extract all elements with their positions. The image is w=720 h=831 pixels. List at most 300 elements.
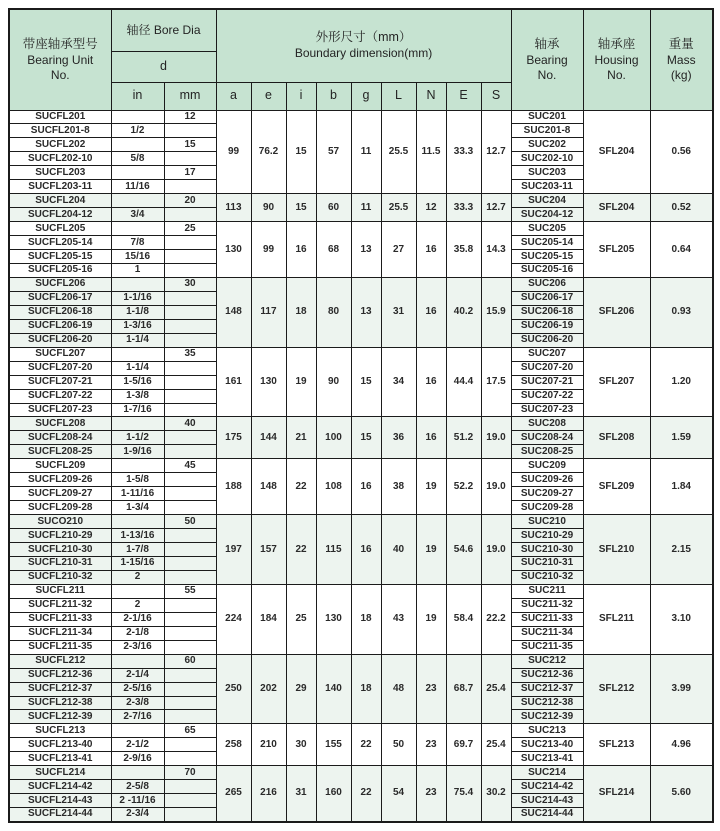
dim-i-cell: 29 xyxy=(286,654,316,724)
dim-E-cell: 35.8 xyxy=(446,222,481,278)
housing-no-cell: SFL214 xyxy=(583,766,650,822)
dim-N-cell: 19 xyxy=(416,515,446,585)
bore-in-cell xyxy=(111,766,164,780)
unit-no-cell: SUCFL205-14 xyxy=(9,236,111,250)
unit-no-cell: SUCFL205 xyxy=(9,222,111,236)
bore-in-cell xyxy=(111,724,164,738)
bore-mm-cell xyxy=(164,612,216,626)
bearing-no-cell: SUC210-31 xyxy=(511,557,583,571)
dim-a-cell: 113 xyxy=(216,194,251,222)
header-mass-en1: Mass xyxy=(666,52,696,67)
dim-g-cell: 22 xyxy=(351,724,381,766)
bearing-spec-table xyxy=(8,8,714,823)
bore-in-cell xyxy=(111,110,164,124)
table-body xyxy=(9,110,713,822)
dim-e-cell: 117 xyxy=(251,277,286,347)
dim-a-cell: 175 xyxy=(216,417,251,459)
unit-no-cell: SUCFL202 xyxy=(9,138,111,152)
housing-no-cell: SFL204 xyxy=(583,194,650,222)
unit-no-cell: SUCFL214-42 xyxy=(9,780,111,794)
unit-no-cell: SUCFL208-25 xyxy=(9,445,111,459)
dim-S-cell: 14.3 xyxy=(481,222,511,278)
bore-mm-cell xyxy=(164,501,216,515)
dim-e-cell: 144 xyxy=(251,417,286,459)
bore-in-cell: 2-1/8 xyxy=(111,626,164,640)
bore-in-cell xyxy=(111,347,164,361)
table-row xyxy=(9,277,713,291)
bore-in-cell: 2-1/16 xyxy=(111,612,164,626)
bearing-no-cell: SUC210-32 xyxy=(511,570,583,584)
bearing-no-cell: SUC203 xyxy=(511,166,583,180)
dim-N-cell: 12 xyxy=(416,194,446,222)
dim-g-cell: 16 xyxy=(351,515,381,585)
bore-in-cell xyxy=(111,194,164,208)
dim-E-cell: 54.6 xyxy=(446,515,481,585)
mass-cell: 2.15 xyxy=(650,515,713,585)
header-dim-a: a xyxy=(216,82,251,110)
dim-E-cell: 52.2 xyxy=(446,459,481,515)
bore-in-cell: 1-15/16 xyxy=(111,557,164,571)
dim-N-cell: 23 xyxy=(416,654,446,724)
bore-in-cell: 7/8 xyxy=(111,236,164,250)
bearing-no-cell: SUC206-17 xyxy=(511,291,583,305)
bore-mm-cell xyxy=(164,626,216,640)
dim-E-cell: 44.4 xyxy=(446,347,481,417)
unit-no-cell: SUCFL204-12 xyxy=(9,208,111,222)
unit-no-cell: SUCFL209-26 xyxy=(9,473,111,487)
bore-mm-cell xyxy=(164,375,216,389)
bore-mm-cell xyxy=(164,780,216,794)
header-bearing-unit-zh: 带座轴承型号 xyxy=(22,36,98,51)
bore-mm-cell xyxy=(164,180,216,194)
unit-no-cell: SUCFL211-35 xyxy=(9,640,111,654)
bearing-no-cell: SUC204-12 xyxy=(511,208,583,222)
bore-in-cell: 2-5/8 xyxy=(111,780,164,794)
unit-no-cell: SUCFL211 xyxy=(9,584,111,598)
bearing-no-cell: SUC202 xyxy=(511,138,583,152)
dim-S-cell: 12.7 xyxy=(481,110,511,194)
bore-in-cell xyxy=(111,417,164,431)
dim-i-cell: 18 xyxy=(286,277,316,347)
dim-e-cell: 157 xyxy=(251,515,286,585)
dim-a-cell: 265 xyxy=(216,766,251,822)
dim-S-cell: 12.7 xyxy=(481,194,511,222)
bore-mm-cell xyxy=(164,529,216,543)
bearing-no-cell: SUC206-19 xyxy=(511,319,583,333)
dim-b-cell: 90 xyxy=(316,347,351,417)
table-row xyxy=(9,584,713,598)
bearing-no-cell: SUC214-42 xyxy=(511,780,583,794)
dim-e-cell: 90 xyxy=(251,194,286,222)
bore-mm-cell: 70 xyxy=(164,766,216,780)
bore-in-cell: 2-3/16 xyxy=(111,640,164,654)
bore-mm-cell: 45 xyxy=(164,459,216,473)
bearing-no-cell: SUC212 xyxy=(511,654,583,668)
unit-no-cell: SUCFL208 xyxy=(9,417,111,431)
bore-in-cell: 2-3/8 xyxy=(111,696,164,710)
bearing-no-cell: SUC207 xyxy=(511,347,583,361)
bore-mm-cell: 65 xyxy=(164,724,216,738)
dim-g-cell: 15 xyxy=(351,417,381,459)
unit-no-cell: SUCO210 xyxy=(9,515,111,529)
mass-cell: 0.64 xyxy=(650,222,713,278)
bore-in-cell xyxy=(111,166,164,180)
dim-a-cell: 258 xyxy=(216,724,251,766)
bore-in-cell: 1-7/16 xyxy=(111,403,164,417)
bearing-no-cell: SUC214 xyxy=(511,766,583,780)
bearing-no-cell: SUC210-29 xyxy=(511,529,583,543)
unit-no-cell: SUCFL201 xyxy=(9,110,111,124)
dim-L-cell: 34 xyxy=(381,347,416,417)
dim-N-cell: 19 xyxy=(416,584,446,654)
bearing-no-cell: SUC211-35 xyxy=(511,640,583,654)
mass-cell: 1.20 xyxy=(650,347,713,417)
bore-in-cell: 15/16 xyxy=(111,250,164,264)
bearing-no-cell: SUC205-16 xyxy=(511,263,583,277)
dim-b-cell: 140 xyxy=(316,654,351,724)
unit-no-cell: SUCFL207-21 xyxy=(9,375,111,389)
header-mass xyxy=(650,9,713,110)
header-bearing-zh: 轴承 xyxy=(534,36,560,51)
unit-no-cell: SUCFL208-24 xyxy=(9,431,111,445)
bearing-no-cell: SUC206-20 xyxy=(511,333,583,347)
header-bearing-en2: No. xyxy=(537,67,557,82)
bore-in-cell: 1-13/16 xyxy=(111,529,164,543)
unit-no-cell: SUCFL211-33 xyxy=(9,612,111,626)
housing-no-cell: SFL206 xyxy=(583,277,650,347)
header-d: d xyxy=(111,51,216,82)
mass-cell: 3.99 xyxy=(650,654,713,724)
bearing-no-cell: SUC207-23 xyxy=(511,403,583,417)
unit-no-cell: SUCFL212-36 xyxy=(9,668,111,682)
unit-no-cell: SUCFL203 xyxy=(9,166,111,180)
unit-no-cell: SUCFL211-32 xyxy=(9,598,111,612)
dim-E-cell: 51.2 xyxy=(446,417,481,459)
dim-b-cell: 115 xyxy=(316,515,351,585)
bore-in-cell: 2 -11/16 xyxy=(111,794,164,808)
table-row xyxy=(9,724,713,738)
housing-no-cell: SFL208 xyxy=(583,417,650,459)
housing-no-cell: SFL213 xyxy=(583,724,650,766)
dim-i-cell: 19 xyxy=(286,347,316,417)
header-bearing-unit-en2: No. xyxy=(50,67,70,82)
mass-cell: 4.96 xyxy=(650,724,713,766)
bearing-no-cell: SUC206 xyxy=(511,277,583,291)
bearing-no-cell: SUC206-18 xyxy=(511,305,583,319)
unit-no-cell: SUCFL207 xyxy=(9,347,111,361)
housing-no-cell: SFL209 xyxy=(583,459,650,515)
bore-in-cell: 1-7/8 xyxy=(111,543,164,557)
dim-L-cell: 25.5 xyxy=(381,110,416,194)
header-dim-b: b xyxy=(316,82,351,110)
header-bearing-unit-no xyxy=(9,9,111,110)
dim-a-cell: 188 xyxy=(216,459,251,515)
bore-in-cell: 1-5/8 xyxy=(111,473,164,487)
dim-g-cell: 13 xyxy=(351,222,381,278)
bore-mm-cell: 60 xyxy=(164,654,216,668)
housing-no-cell: SFL210 xyxy=(583,515,650,585)
bearing-no-cell: SUC205-14 xyxy=(511,236,583,250)
dim-e-cell: 99 xyxy=(251,222,286,278)
dim-e-cell: 148 xyxy=(251,459,286,515)
dim-L-cell: 48 xyxy=(381,654,416,724)
bore-mm-cell xyxy=(164,738,216,752)
dim-S-cell: 19.0 xyxy=(481,459,511,515)
bearing-no-cell: SUC213 xyxy=(511,724,583,738)
table-row xyxy=(9,459,713,473)
dim-a-cell: 250 xyxy=(216,654,251,724)
dim-N-cell: 23 xyxy=(416,766,446,822)
bearing-no-cell: SUC209 xyxy=(511,459,583,473)
bore-mm-cell xyxy=(164,710,216,724)
dim-N-cell: 16 xyxy=(416,417,446,459)
dim-g-cell: 18 xyxy=(351,654,381,724)
unit-no-cell: SUCFL212 xyxy=(9,654,111,668)
dim-b-cell: 130 xyxy=(316,584,351,654)
bearing-no-cell: SUC210-30 xyxy=(511,543,583,557)
dim-S-cell: 25.4 xyxy=(481,724,511,766)
unit-no-cell: SUCFL205-15 xyxy=(9,250,111,264)
dim-S-cell: 22.2 xyxy=(481,584,511,654)
dim-E-cell: 68.7 xyxy=(446,654,481,724)
header-bore-dia: 轴径 Bore Dia xyxy=(111,9,216,51)
dim-e-cell: 76.2 xyxy=(251,110,286,194)
header-mm: mm xyxy=(164,82,216,110)
bearing-no-cell: SUC212-37 xyxy=(511,682,583,696)
dim-L-cell: 27 xyxy=(381,222,416,278)
bearing-no-cell: SUC214-43 xyxy=(511,794,583,808)
bore-in-cell xyxy=(111,515,164,529)
dim-a-cell: 148 xyxy=(216,277,251,347)
bore-mm-cell xyxy=(164,236,216,250)
dim-L-cell: 54 xyxy=(381,766,416,822)
mass-cell: 0.93 xyxy=(650,277,713,347)
dim-b-cell: 160 xyxy=(316,766,351,822)
dim-S-cell: 30.2 xyxy=(481,766,511,822)
bore-in-cell xyxy=(111,138,164,152)
dim-E-cell: 40.2 xyxy=(446,277,481,347)
bore-in-cell: 1-1/16 xyxy=(111,291,164,305)
bore-mm-cell xyxy=(164,319,216,333)
dim-L-cell: 25.5 xyxy=(381,194,416,222)
bearing-no-cell: SUC201 xyxy=(511,110,583,124)
header-housing-en1: Housing xyxy=(594,52,639,67)
unit-no-cell: SUCFL214 xyxy=(9,766,111,780)
dim-i-cell: 22 xyxy=(286,459,316,515)
header-housing-zh: 轴承座 xyxy=(597,36,636,51)
bearing-no-cell: SUC207-22 xyxy=(511,389,583,403)
bearing-no-cell: SUC209-28 xyxy=(511,501,583,515)
dim-E-cell: 69.7 xyxy=(446,724,481,766)
dim-g-cell: 22 xyxy=(351,766,381,822)
bore-mm-cell xyxy=(164,543,216,557)
dim-i-cell: 31 xyxy=(286,766,316,822)
dim-b-cell: 57 xyxy=(316,110,351,194)
bore-mm-cell xyxy=(164,598,216,612)
bore-mm-cell xyxy=(164,696,216,710)
header-bearing-unit-en1: Bearing Unit xyxy=(27,52,94,67)
bore-in-cell: 2-9/16 xyxy=(111,752,164,766)
header-mass-en2: (kg) xyxy=(670,67,692,82)
bore-mm-cell: 40 xyxy=(164,417,216,431)
unit-no-cell: SUCFL206-19 xyxy=(9,319,111,333)
dim-b-cell: 68 xyxy=(316,222,351,278)
bearing-no-cell: SUC209-27 xyxy=(511,487,583,501)
header-dim-L: L xyxy=(381,82,416,110)
dim-e-cell: 184 xyxy=(251,584,286,654)
dim-i-cell: 16 xyxy=(286,222,316,278)
unit-no-cell: SUCFL213-40 xyxy=(9,738,111,752)
header-dim-i: i xyxy=(286,82,316,110)
unit-no-cell: SUCFL211-34 xyxy=(9,626,111,640)
bore-mm-cell: 55 xyxy=(164,584,216,598)
unit-no-cell: SUCFL209-27 xyxy=(9,487,111,501)
dim-g-cell: 18 xyxy=(351,584,381,654)
dim-E-cell: 75.4 xyxy=(446,766,481,822)
dim-S-cell: 25.4 xyxy=(481,654,511,724)
dim-L-cell: 43 xyxy=(381,584,416,654)
dim-a-cell: 130 xyxy=(216,222,251,278)
header-dim-g: g xyxy=(351,82,381,110)
unit-no-cell: SUCFL214-43 xyxy=(9,794,111,808)
table-row xyxy=(9,194,713,208)
bore-in-cell: 1-1/2 xyxy=(111,431,164,445)
bore-in-cell: 2-1/4 xyxy=(111,668,164,682)
dim-L-cell: 38 xyxy=(381,459,416,515)
bore-in-cell xyxy=(111,584,164,598)
dim-b-cell: 80 xyxy=(316,277,351,347)
dim-g-cell: 13 xyxy=(351,277,381,347)
table-row xyxy=(9,654,713,668)
dim-b-cell: 108 xyxy=(316,459,351,515)
bore-mm-cell xyxy=(164,431,216,445)
dim-i-cell: 30 xyxy=(286,724,316,766)
unit-no-cell: SUCFL210-32 xyxy=(9,570,111,584)
bore-in-cell: 2 xyxy=(111,598,164,612)
bore-in-cell: 1-1/4 xyxy=(111,361,164,375)
bearing-no-cell: SUC209-26 xyxy=(511,473,583,487)
bearing-no-cell: SUC204 xyxy=(511,194,583,208)
bearing-no-cell: SUC208-25 xyxy=(511,445,583,459)
header-dim-e: e xyxy=(251,82,286,110)
bore-in-cell: 1-1/8 xyxy=(111,305,164,319)
dim-L-cell: 31 xyxy=(381,277,416,347)
mass-cell: 0.56 xyxy=(650,110,713,194)
bearing-no-cell: SUC210 xyxy=(511,515,583,529)
header-housing-en2: No. xyxy=(607,67,626,82)
mass-cell: 3.10 xyxy=(650,584,713,654)
header-housing-no xyxy=(583,9,650,110)
housing-no-cell: SFL204 xyxy=(583,110,650,194)
dim-E-cell: 33.3 xyxy=(446,194,481,222)
header-bearing-en1: Bearing xyxy=(526,52,568,67)
dim-N-cell: 11.5 xyxy=(416,110,446,194)
bearing-no-cell: SUC202-10 xyxy=(511,152,583,166)
dim-i-cell: 25 xyxy=(286,584,316,654)
bearing-no-cell: SUC212-36 xyxy=(511,668,583,682)
bearing-no-cell: SUC208-24 xyxy=(511,431,583,445)
unit-no-cell: SUCFL205-16 xyxy=(9,263,111,277)
table-row xyxy=(9,222,713,236)
bore-in-cell: 1-3/8 xyxy=(111,389,164,403)
bore-in-cell xyxy=(111,277,164,291)
bore-mm-cell xyxy=(164,682,216,696)
bore-mm-cell: 50 xyxy=(164,515,216,529)
bearing-no-cell: SUC205 xyxy=(511,222,583,236)
table-row xyxy=(9,110,713,124)
dim-N-cell: 16 xyxy=(416,277,446,347)
bore-in-cell: 2-7/16 xyxy=(111,710,164,724)
dim-N-cell: 16 xyxy=(416,347,446,417)
housing-no-cell: SFL211 xyxy=(583,584,650,654)
bore-mm-cell: 25 xyxy=(164,222,216,236)
bore-mm-cell: 12 xyxy=(164,110,216,124)
unit-no-cell: SUCFL202-10 xyxy=(9,152,111,166)
bore-mm-cell xyxy=(164,487,216,501)
bore-mm-cell: 15 xyxy=(164,138,216,152)
bearing-no-cell: SUC211-32 xyxy=(511,598,583,612)
bore-mm-cell xyxy=(164,152,216,166)
mass-cell: 5.60 xyxy=(650,766,713,822)
bore-mm-cell xyxy=(164,361,216,375)
bearing-no-cell: SUC201-8 xyxy=(511,124,583,138)
bore-mm-cell xyxy=(164,808,216,822)
bore-mm-cell xyxy=(164,208,216,222)
dim-i-cell: 15 xyxy=(286,194,316,222)
header-dim-E: E xyxy=(446,82,481,110)
unit-no-cell: SUCFL206 xyxy=(9,277,111,291)
bore-mm-cell xyxy=(164,291,216,305)
unit-no-cell: SUCFL206-18 xyxy=(9,305,111,319)
bore-in-cell: 1-3/4 xyxy=(111,501,164,515)
bore-mm-cell xyxy=(164,640,216,654)
bore-in-cell: 1-11/16 xyxy=(111,487,164,501)
bore-in-cell: 1/2 xyxy=(111,124,164,138)
dim-e-cell: 202 xyxy=(251,654,286,724)
header-in: in xyxy=(111,82,164,110)
bore-mm-cell xyxy=(164,403,216,417)
bore-in-cell xyxy=(111,222,164,236)
dim-N-cell: 19 xyxy=(416,459,446,515)
dim-E-cell: 33.3 xyxy=(446,110,481,194)
housing-no-cell: SFL205 xyxy=(583,222,650,278)
header-dim-N: N xyxy=(416,82,446,110)
bearing-no-cell: SUC208 xyxy=(511,417,583,431)
unit-no-cell: SUCFL201-8 xyxy=(9,124,111,138)
bore-mm-cell xyxy=(164,305,216,319)
unit-no-cell: SUCFL210-31 xyxy=(9,557,111,571)
dim-i-cell: 15 xyxy=(286,110,316,194)
bore-mm-cell: 35 xyxy=(164,347,216,361)
dim-b-cell: 100 xyxy=(316,417,351,459)
bore-mm-cell: 30 xyxy=(164,277,216,291)
bore-mm-cell xyxy=(164,263,216,277)
mass-cell: 1.59 xyxy=(650,417,713,459)
bore-mm-cell xyxy=(164,389,216,403)
bearing-no-cell: SUC211-34 xyxy=(511,626,583,640)
bore-in-cell: 11/16 xyxy=(111,180,164,194)
dim-a-cell: 197 xyxy=(216,515,251,585)
unit-no-cell: SUCFL207-23 xyxy=(9,403,111,417)
unit-no-cell: SUCFL209-28 xyxy=(9,501,111,515)
dim-e-cell: 130 xyxy=(251,347,286,417)
bore-mm-cell: 20 xyxy=(164,194,216,208)
header-boundary-en: Boundary dimension(mm) xyxy=(294,46,433,61)
dim-S-cell: 15.9 xyxy=(481,277,511,347)
bore-in-cell: 1-9/16 xyxy=(111,445,164,459)
dim-a-cell: 99 xyxy=(216,110,251,194)
unit-no-cell: SUCFL207-20 xyxy=(9,361,111,375)
